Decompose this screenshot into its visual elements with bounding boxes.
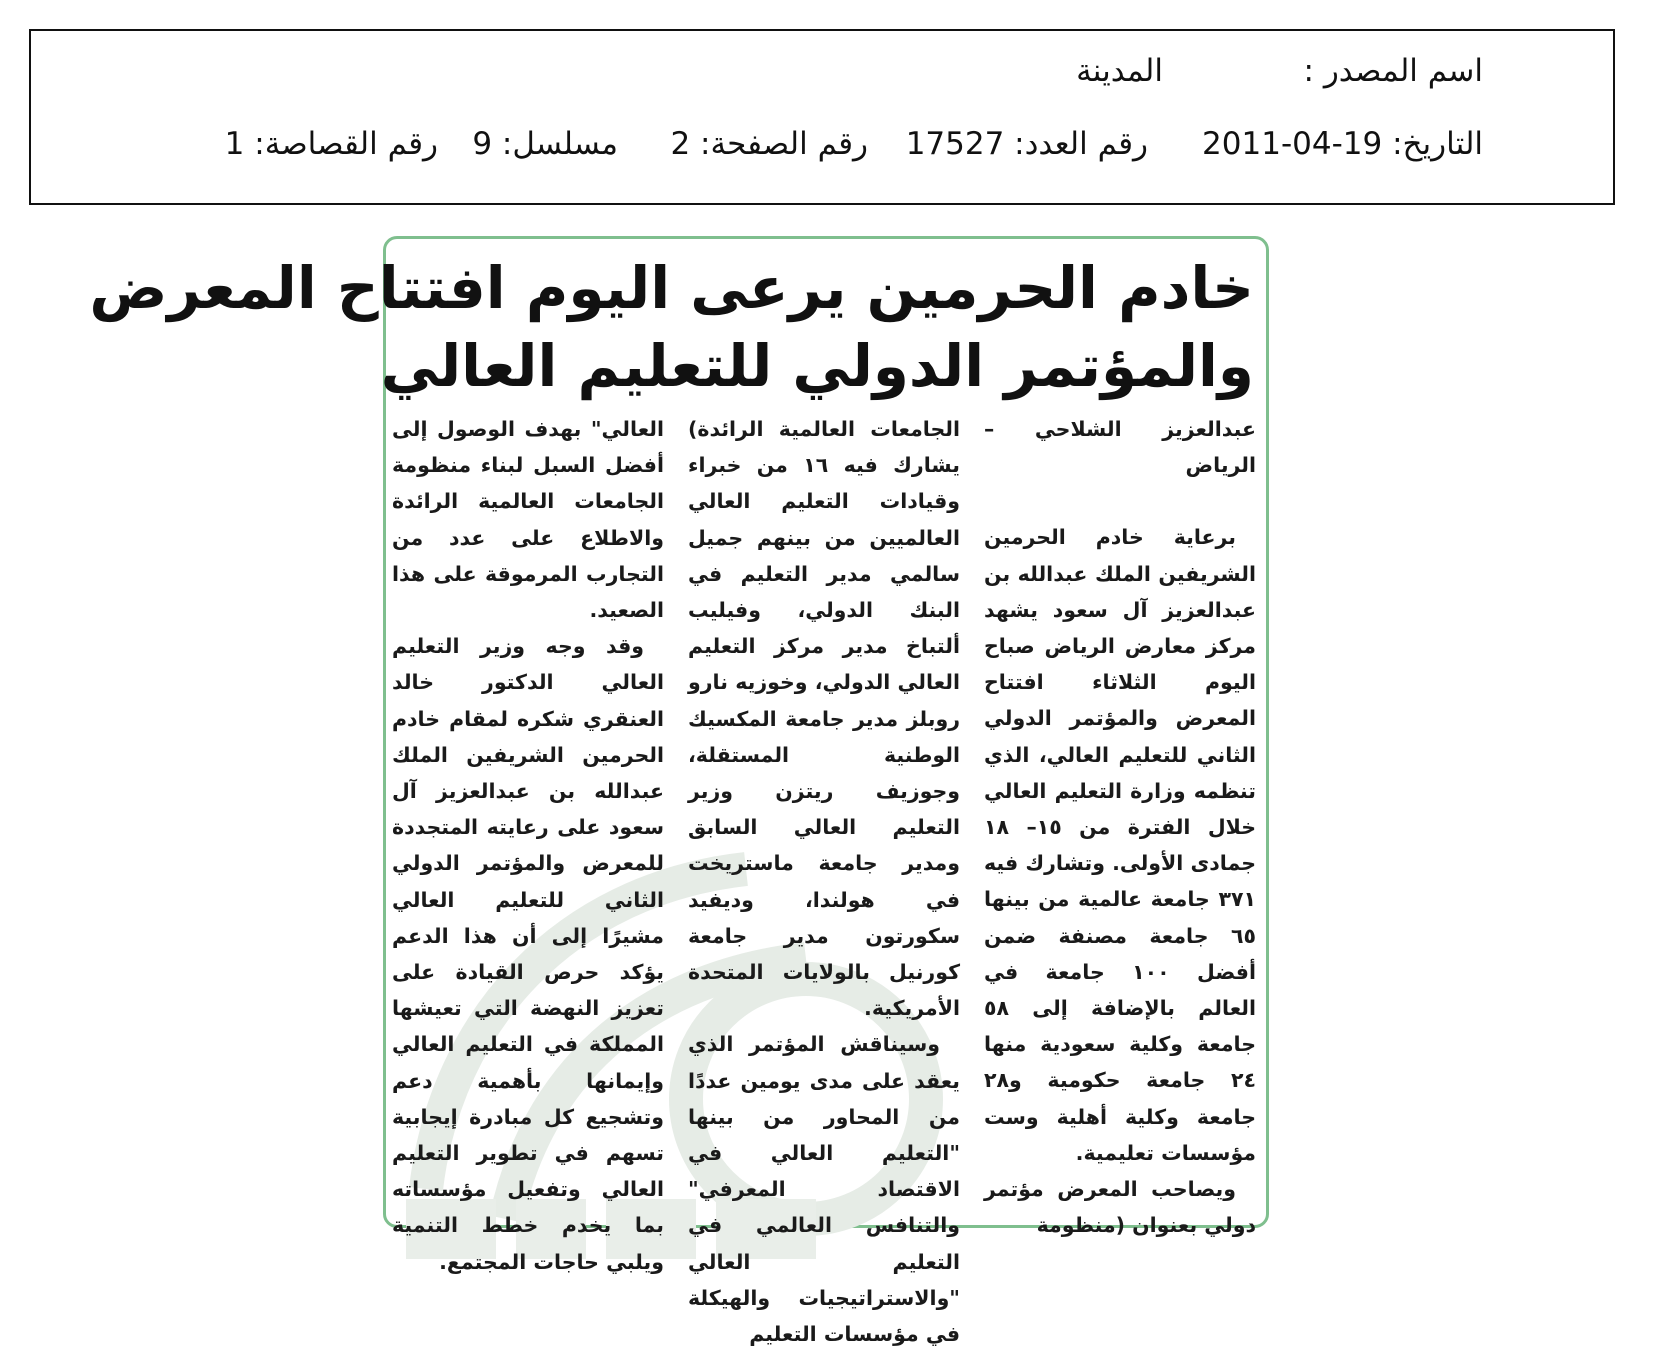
source-value: المدينة [1076, 53, 1163, 89]
page-number: رقم الصفحة: 2 [670, 126, 868, 162]
paragraph: ويصاحب المعرض مؤتمر دولي بعنوان (منظومة [984, 1177, 1256, 1238]
serial-number: مسلسل: 9 [472, 126, 618, 162]
clip-number: رقم القصاصة: 1 [224, 126, 438, 162]
issue-number: رقم العدد: 17527 [905, 126, 1148, 162]
article-column-3 [392, 411, 664, 1274]
byline: عبدالعزيز الشلاحي – الرياض [984, 417, 1256, 478]
paragraph: وسيناقش المؤتمر الذي يعقد على مدى يومين عددًا من المحاور من بينها "التعليم العالي في الاقتصاد المعرفي" والتنافس العالمي في التعليم العالي "والاستراتيجيات والهيكلة في مؤسسات التعليم [688, 1032, 960, 1347]
paragraph: العالي" بهدف الوصول إلى أفضل السبل لبناء منظومة الجامعات العالمية الرائدة والاطلاع على عدد من التجارب المرموقة على هذا الصعيد. [392, 417, 664, 623]
paragraph: الجامعات العالمية الرائدة) يشارك فيه ١٦ من خبراء وقيادات التعليم العالي العالميين من بينهم جميل سالمي مدير التعليم في البنك الدولي، وفيليب ألتباخ مدير مركز التعليم العالي الدولي، وخوزيه نارو روبلز مدير جامعة المكسيك الوطنية المستقلة، وجوزيف ريتزن وزير التعليم العالي السابق ومدير جامعة ماستريخت في هولندا، وديفيد سكورتون مدير جامعة كورنيل بالولايات المتحدة الأمريكية. [688, 417, 960, 1021]
source-label: اسم المصدر : [1303, 53, 1483, 89]
date-field: التاريخ: 19-04-2011 [1202, 126, 1483, 162]
newspaper-clipping [89, 236, 1269, 1347]
article-column-1 [983, 411, 1256, 1238]
paragraph: وقد وجه وزير التعليم العالي الدكتور خالد العنقري شكره لمقام خادم الحرمين الشريفين الملك عبدالله بن عبدالعزيز آل سعود على رعايته المتجددة للمعرض والمؤتمر الدولي الثاني للتعليم العالي مشيرًا إلى أن هذا الدعم يؤكد حرص القيادة على تعزيز النهضة التي تعيشها المملكة في التعليم العالي وإيمانها بأهمية دعم وتشجيع كل مبادرة إيجابية تسهم في تطوير التعليم العالي وتفعيل مؤسساته بما يخدم خطط التنمية ويلبي حاجات المجتمع. [392, 634, 664, 1274]
headline-line-2: والمؤتمر الدولي للتعليم العالي [380, 332, 1254, 400]
metadata-box [29, 29, 1615, 205]
paragraph: برعاية خادم الحرمين الشريفين الملك عبدالله بن عبدالعزيز آل سعود يشهد مركز معارض الرياض صباح اليوم الثلاثاء افتتاح المعرض والمؤتمر الدولي الثاني للتعليم العالي، الذي تنظمه وزارة التعليم العالي خلال الفترة من ١٥– ١٨ جمادى الأولى. وتشارك فيه ٣٧١ جامعة عالمية من بينها ٦٥ جامعة مصنفة ضمن أفضل ١٠٠ جامعة في العالم بالإضافة إلى ٥٨ جامعة وكلية سعودية منها ٢٤ جامعة حكومية و٢٨ جامعة وكلية أهلية وست مؤسسات تعليمية. [983, 525, 1256, 1165]
headline-line-1: خادم الحرمين يرعى اليوم افتتاح المعرض [89, 254, 1254, 322]
article-column-2 [688, 411, 960, 1347]
